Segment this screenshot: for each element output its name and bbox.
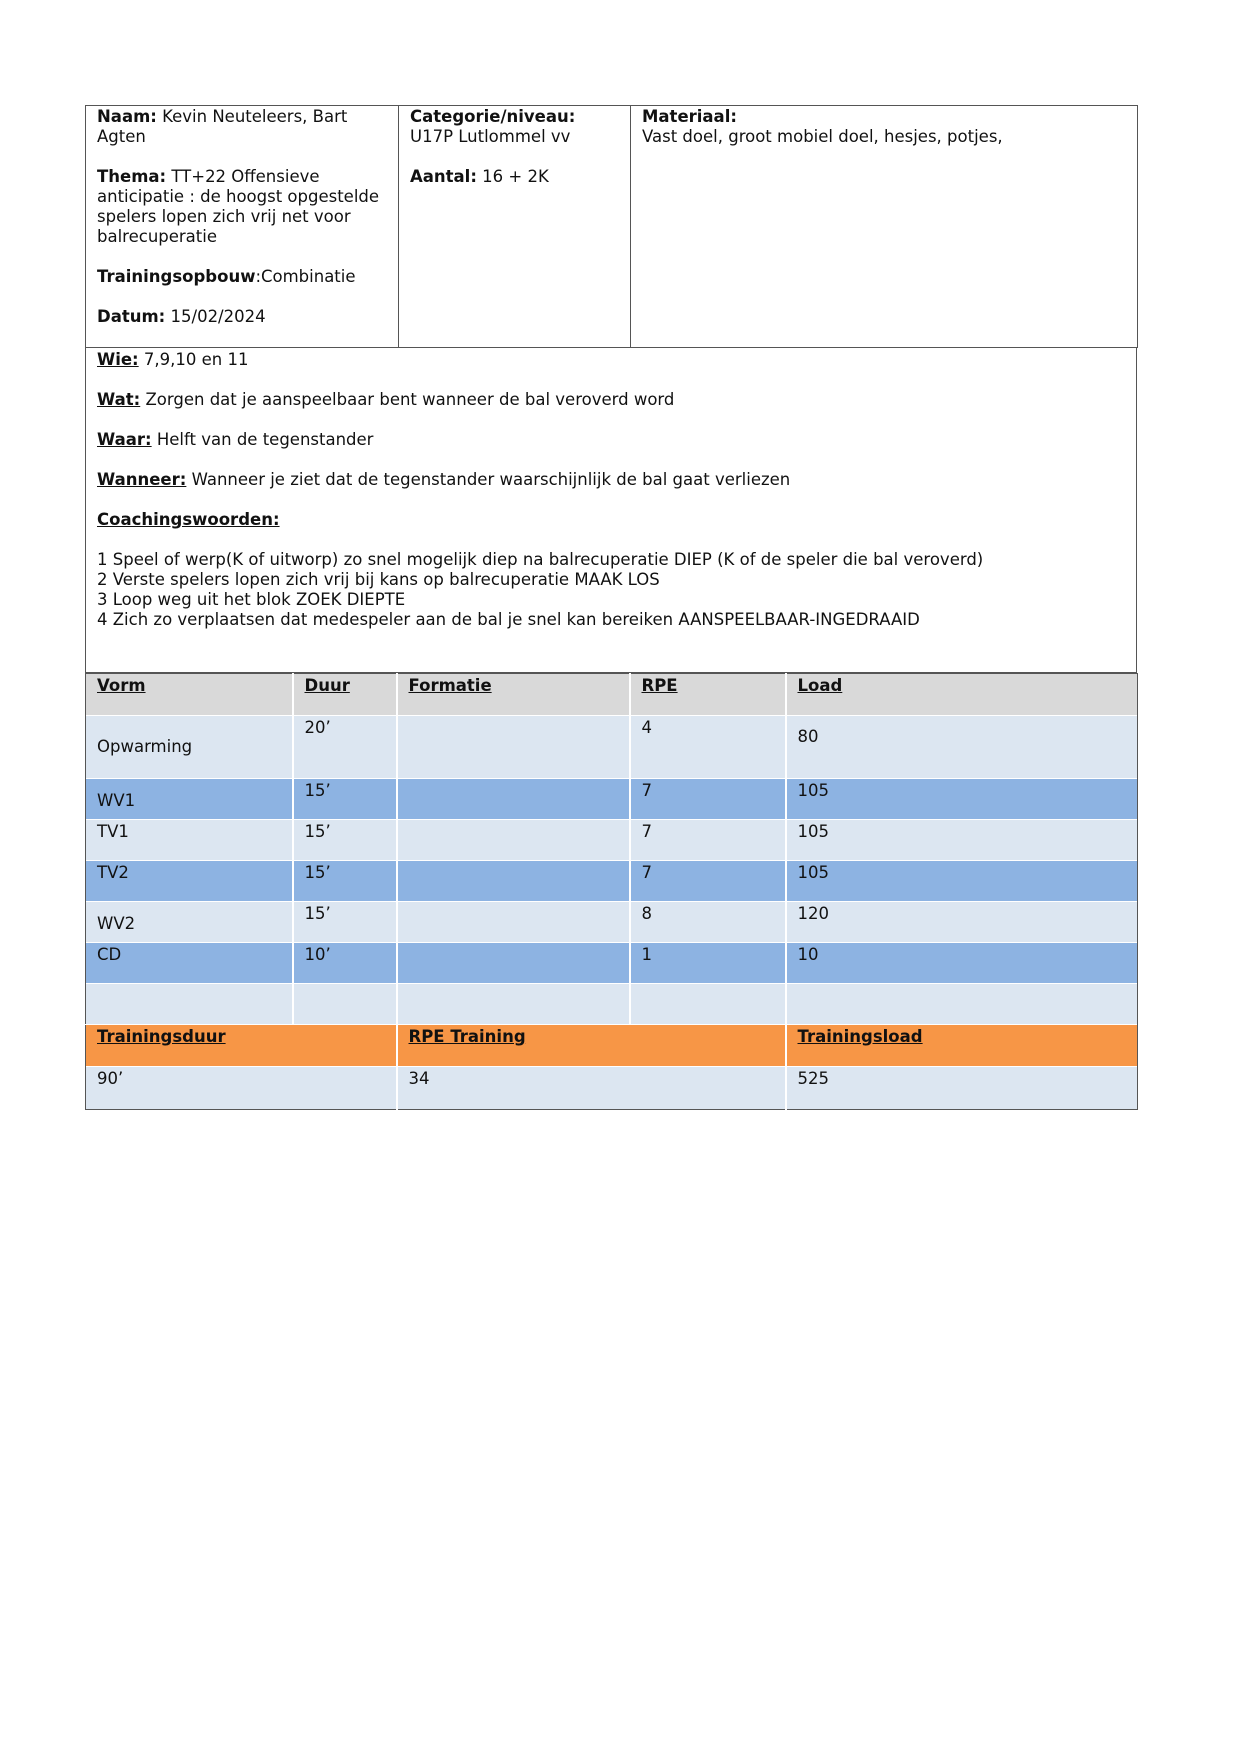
cell-vorm: TV2 bbox=[97, 863, 129, 882]
cell-duur: 15’ bbox=[304, 863, 331, 882]
wanneer-label: Wanneer: bbox=[97, 470, 187, 489]
datum-value: 15/02/2024 bbox=[165, 307, 266, 326]
cell-vorm: Opwarming bbox=[97, 737, 193, 756]
opbouw-label: Trainingsopbouw bbox=[97, 267, 256, 286]
materiaal-value: Vast doel, groot mobiel doel, hesjes, potjes, bbox=[642, 127, 1003, 146]
cell-load: 80 bbox=[797, 727, 819, 746]
cell-load: 105 bbox=[797, 863, 829, 882]
totals-header-duur: Trainingsduur bbox=[97, 1027, 226, 1046]
cell-load: 120 bbox=[797, 904, 829, 923]
cell-vorm: CD bbox=[97, 945, 122, 964]
cell-duur: 10’ bbox=[304, 945, 331, 964]
wat-label: Wat: bbox=[97, 390, 141, 409]
cell-load: 10 bbox=[797, 945, 819, 964]
cell-vorm: TV1 bbox=[97, 822, 129, 841]
cell-vorm: WV2 bbox=[97, 914, 136, 933]
cell-rpe: 4 bbox=[641, 718, 652, 737]
schedule-header-row bbox=[86, 674, 1138, 716]
totals-table bbox=[85, 1024, 1138, 1110]
thema-value-line3: spelers lopen zich vrij net voor bbox=[97, 207, 351, 226]
categorie-label: Categorie/niveau: bbox=[410, 107, 576, 126]
categorie-cell bbox=[399, 106, 631, 348]
cell-rpe: 7 bbox=[641, 822, 652, 841]
cell-rpe: 7 bbox=[641, 781, 652, 800]
opbouw-value: :Combinatie bbox=[255, 267, 356, 286]
waar-label: Waar: bbox=[97, 430, 152, 449]
cell-duur: 15’ bbox=[304, 822, 331, 841]
cell-rpe: 8 bbox=[641, 904, 652, 923]
total-duur: 90’ bbox=[97, 1069, 124, 1088]
cell-rpe: 7 bbox=[641, 863, 652, 882]
cell-load: 105 bbox=[797, 822, 829, 841]
waar-value: Helft van de tegenstander bbox=[151, 430, 374, 449]
coaching-item: 2 Verste spelers lopen zich vrij bij kans op balrecuperatie MAAK LOS bbox=[97, 570, 660, 589]
materiaal-label: Materiaal: bbox=[642, 107, 737, 126]
info-table bbox=[85, 348, 1137, 673]
naam-value-cont: Agten bbox=[97, 127, 146, 146]
aantal-label: Aantal: bbox=[410, 167, 477, 186]
schedule-table bbox=[85, 673, 1138, 1024]
header-table bbox=[85, 105, 1138, 348]
col-header-rpe: RPE bbox=[641, 676, 678, 695]
table-row bbox=[86, 984, 1138, 1025]
coaching-item: 4 Zich zo verplaatsen dat medespeler aan de bal je snel kan bereiken AANSPEELBAAR-INGEDRAAID bbox=[97, 610, 920, 629]
table-row bbox=[86, 943, 1138, 984]
col-header-vorm: Vorm bbox=[97, 676, 146, 695]
wanneer-value: Wanneer je ziet dat de tegenstander waarschijnlijk de bal gaat verliezen bbox=[186, 470, 791, 489]
table-row bbox=[86, 716, 1138, 779]
cell-duur: 20’ bbox=[304, 718, 331, 737]
coaching-label: Coachingswoorden: bbox=[97, 510, 280, 529]
cell-vorm: WV1 bbox=[97, 791, 136, 810]
col-header-formatie: Formatie bbox=[408, 676, 492, 695]
cell-rpe: 1 bbox=[641, 945, 652, 964]
info-cell bbox=[86, 348, 1137, 673]
totals-header-load: Trainingsload bbox=[797, 1027, 923, 1046]
table-row bbox=[86, 820, 1138, 861]
thema-value: TT+22 Offensieve bbox=[166, 167, 320, 186]
totals-row bbox=[86, 1067, 1138, 1110]
thema-value-line2: anticipatie : de hoogst opgestelde bbox=[97, 187, 380, 206]
cell-load: 105 bbox=[797, 781, 829, 800]
thema-label: Thema: bbox=[97, 167, 167, 186]
wie-value: 7,9,10 en 11 bbox=[138, 350, 249, 369]
aantal-value: 16 + 2K bbox=[476, 167, 549, 186]
thema-value-line4: balrecuperatie bbox=[97, 227, 217, 246]
col-header-load: Load bbox=[797, 676, 843, 695]
materiaal-cell bbox=[631, 106, 1138, 348]
naam-thema-cell bbox=[86, 106, 399, 348]
naam-label: Naam: bbox=[97, 107, 157, 126]
table-row bbox=[86, 902, 1138, 943]
naam-value: Kevin Neuteleers, Bart bbox=[156, 107, 348, 126]
training-sheet bbox=[85, 105, 1137, 1110]
categorie-value: U17P Lutlommel vv bbox=[410, 127, 571, 146]
table-row bbox=[86, 861, 1138, 902]
cell-duur: 15’ bbox=[304, 781, 331, 800]
cell-duur: 15’ bbox=[304, 904, 331, 923]
table-row bbox=[86, 779, 1138, 820]
datum-label: Datum: bbox=[97, 307, 166, 326]
totals-header-row bbox=[86, 1025, 1138, 1067]
wat-value: Zorgen dat je aanspeelbaar bent wanneer de bal veroverd word bbox=[140, 390, 675, 409]
coaching-item: 1 Speel of werp(K of uitworp) zo snel mogelijk diep na balrecuperatie DIEP (K of de speler die bal veroverd) bbox=[97, 550, 984, 569]
coaching-item: 3 Loop weg uit het blok ZOEK DIEPTE bbox=[97, 590, 406, 609]
col-header-duur: Duur bbox=[304, 676, 350, 695]
wie-label: Wie: bbox=[97, 350, 139, 369]
totals-header-rpe: RPE Training bbox=[408, 1027, 526, 1046]
total-rpe: 34 bbox=[408, 1069, 430, 1088]
total-load: 525 bbox=[797, 1069, 829, 1088]
